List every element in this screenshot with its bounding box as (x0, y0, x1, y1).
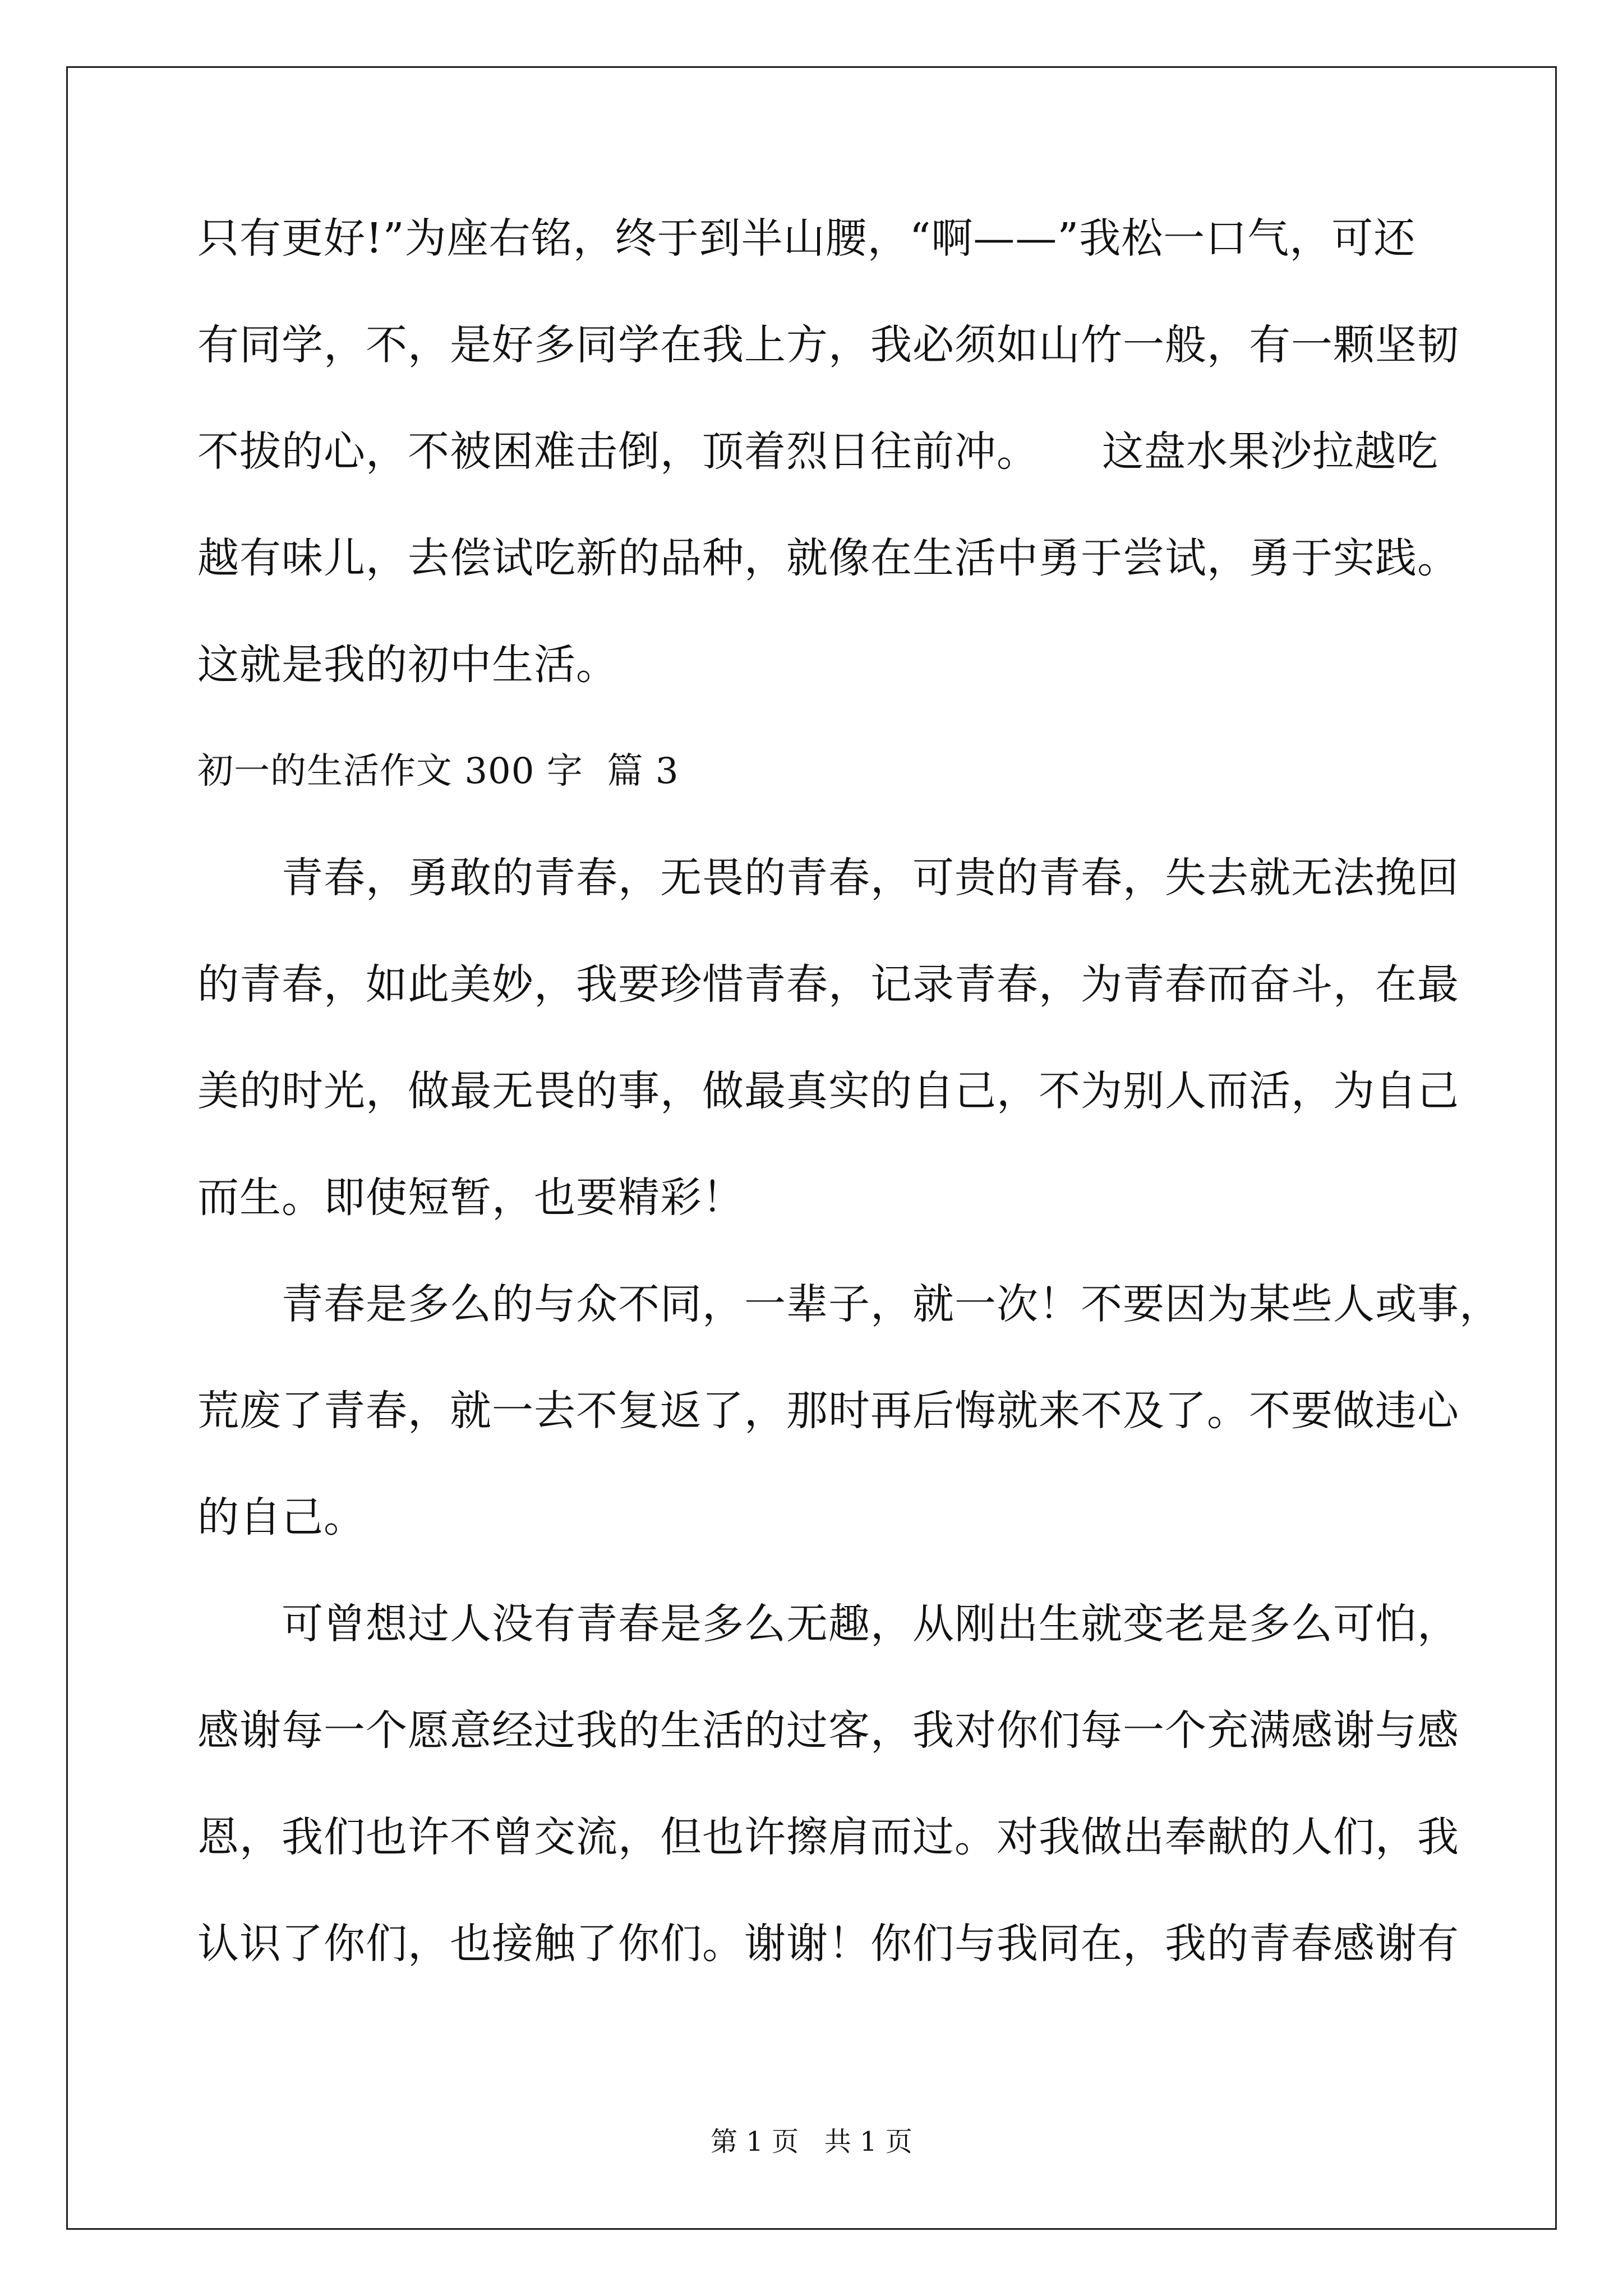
text-line: 而生。即使短暂，也要精彩！ (197, 1174, 744, 1222)
text-line: 的自己。 (197, 1493, 366, 1542)
text-line: 这就是我的初中生活。 (197, 641, 618, 689)
document-body (197, 208, 1501, 2019)
text-line: 不拔的心，不被困难击倒，顶着烈日往前冲。 这盘水果沙拉越吃 (197, 427, 1438, 476)
page-footer: 第 1 页 共 1 页 (711, 2126, 912, 2157)
text-line: 感谢每一个愿意经过我的生活的过客，我对你们每一个充满感谢与感 (197, 1706, 1459, 1755)
text-line: 的青春，如此美妙，我要珍惜青春，记录青春，为青春而奋斗，在最 (197, 960, 1459, 1009)
text-line: 认识了你们，也接触了你们。谢谢！你们与我同在，我的青春感谢有 (197, 1920, 1459, 1968)
text-line: 美的时光，做最无畏的事，做最真实的自己，不为别人而活，为自己 (197, 1067, 1459, 1115)
text-line: 恩，我们也许不曾交流，但也许擦肩而过。对我做出奉献的人们，我 (197, 1813, 1459, 1861)
text-line: 荒废了青春，就一去不复返了，那时再后悔就来不及了。不要做违心 (197, 1387, 1459, 1435)
text-line: 越有味儿，去偿试吃新的品种，就像在生活中勇于尝试，勇于实践。 (197, 534, 1459, 582)
text-line: 只有更好!”为座右铭，终于到半山腰，“啊——”我松一口气，可还 (197, 214, 1416, 263)
text-line: 青春是多么的与众不同，一辈子，就一次！不要因为某些人或事， (197, 1280, 1501, 1328)
text-line: 可曾想过人没有青春是多么无趣，从刚出生就变老是多么可怕， (197, 1600, 1459, 1648)
section-heading: 初一的生活作文 300 字 篇 3 (197, 751, 679, 792)
text-line: 青春，勇敢的青春，无畏的青春，可贵的青春，失去就无法挽回 (197, 854, 1459, 902)
text-line: 有同学，不，是好多同学在我上方，我必须如山竹一般，有一颗坚韧 (197, 321, 1459, 369)
